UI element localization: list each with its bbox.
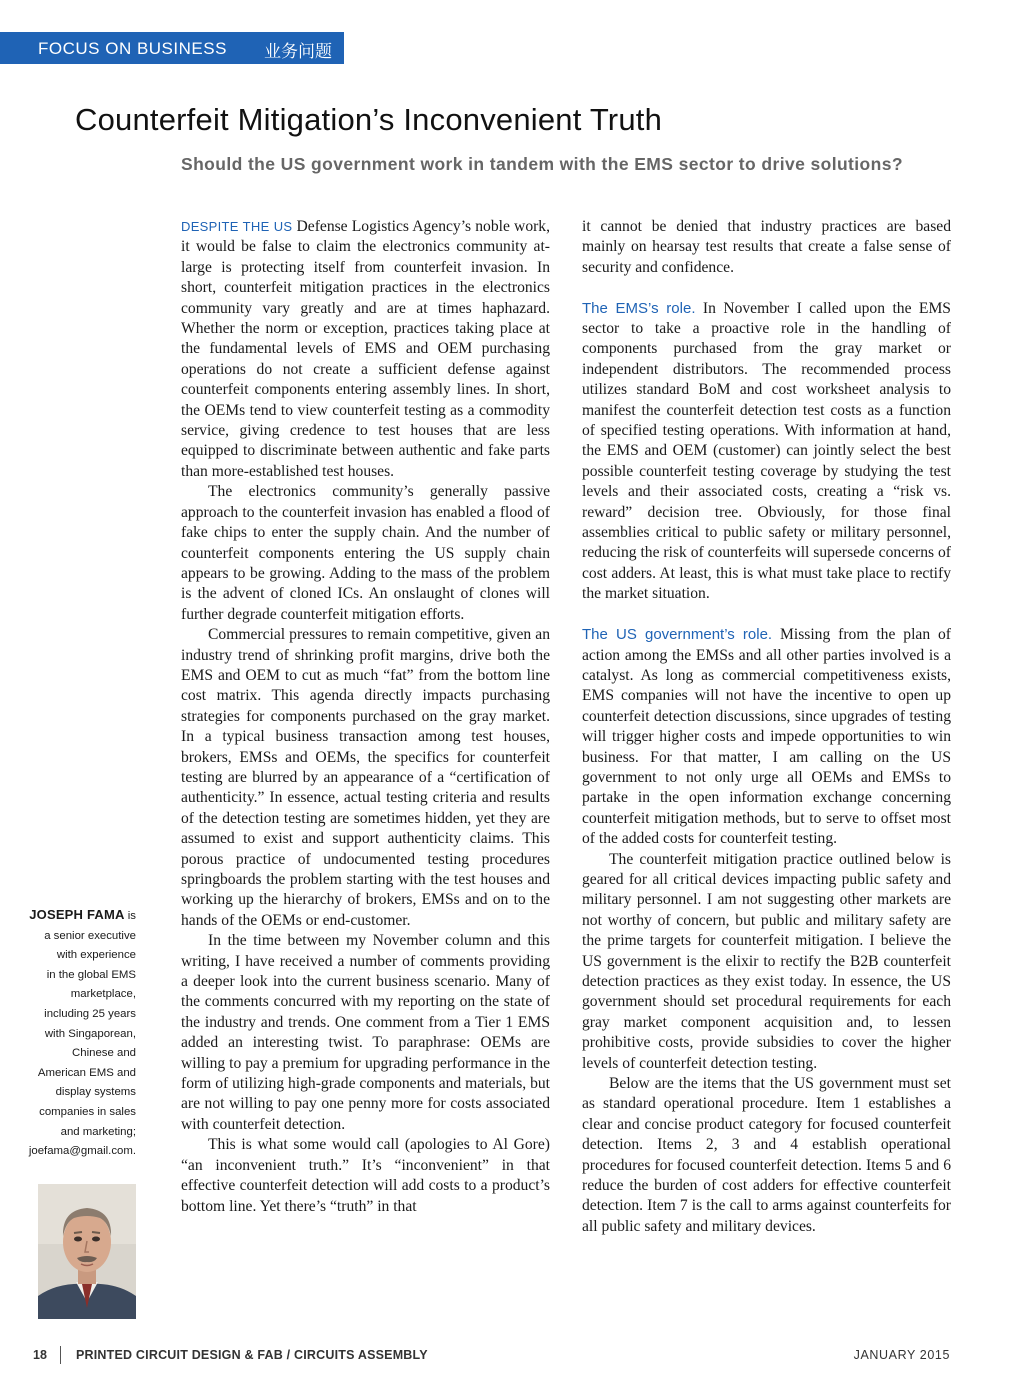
section-label: FOCUS ON BUSINESS <box>38 39 227 58</box>
author-email: joefama@gmail.com. <box>28 1145 136 1158</box>
paragraph: it cannot be denied that industry practices are based mainly on hearsay test results that create a false sense of security and confidence. <box>582 218 951 276</box>
section-run-in-head: The US government’s role. <box>582 626 773 644</box>
author-portrait-icon <box>38 1184 136 1319</box>
paragraph: In the time between my November column and this writing, I have received a number of comments providing a deeper look into the current business scenario. Many of the comments concurred with my reporting on the state of the industry and trends. One comment from a Tier 1 EMS added an interesting twist. To paraphrase: OEMs are willing to pay a premium for upgrading performance in the form of utilizing high-grade components and materials, but are not willing to pay one penny more for costs associated with counterfeit detection. <box>181 932 550 1133</box>
bio-text: Chinese and <box>72 1047 136 1060</box>
paragraph <box>181 217 550 482</box>
bio-text: American EMS and <box>37 1066 136 1079</box>
author-bio <box>18 905 136 1162</box>
lead-in: DESPITE THE US <box>181 219 293 234</box>
issue-date: JANUARY 2015 <box>853 1348 950 1362</box>
article-column-left <box>181 217 550 1217</box>
paragraph: Commercial pressures to remain competitive, given an industry trend of shrinking profit margins, drive both the EMS and OEM to cut as much “fat” from the bottom line cost matrix. This agenda directly impacts purchasing strategies for components purchased on the gray market. In a typical business transaction among test houses, brokers, EMSs and OEMs, the specifics for counterfeit testing are blurred by an appearance of a “certification of authenticity.” In essence, actual testing criteria and results of the detection testing are sometimes hidden, yet they are assumed to exist and support authenticity claims. This porous practice of undocumented testing procedures springboards the problem starting with the test houses and working up the hierarchy of brokers, EMSs and on to the hands of the OEMs or end-customer. <box>181 626 550 929</box>
paragraph <box>582 299 951 605</box>
article-column-right <box>582 217 951 1237</box>
bio-text: companies in sales <box>39 1105 136 1118</box>
bio-text: including 25 years <box>44 1007 136 1020</box>
paragraph: Below are the items that the US government must set as standard operational procedure. Item 1 establishes a clear and concise product category for focused counterfeit detection. Items 2, 3 and 4 establish operational procedures for focused counterfeit detection. Items 5 and 6 reduce the burden of cost adders for effective counterfeit detection. Item 7 is the call to arms against counterfeits for all public safety and military devices. <box>582 1075 951 1235</box>
page-number: 18 <box>33 1348 47 1362</box>
author-photo <box>38 1184 136 1319</box>
bio-text: marketplace, <box>70 988 136 1001</box>
article-title: Counterfeit Mitigation’s Inconvenient Truth <box>75 102 663 137</box>
section-banner <box>0 32 344 64</box>
section-label-chinese: 业务问题 <box>264 42 332 62</box>
paragraph-text: Defense Logistics Agency’s noble work, it would be false to claim the electronics community at-large is protecting itself from counterfeit invasion. In short, counterfeit mitigation practices in the electronics community vary greatly and are at times haphazard. Whether the norm or exception, practices taking place at the fundamental levels of EMS and OEM purchasing operations do not create a sufficient defense against counterfeit components entering assembly lines. In short, the OEMs tend to view counterfeit testing as a commodity service, giving credence to test houses that are less equipped to discriminate between authentic and fake parts than more-established test houses. <box>181 218 550 480</box>
bio-text: a senior executive <box>44 929 136 942</box>
publication-name: PRINTED CIRCUIT DESIGN & FAB / CIRCUITS ASSEMBLY <box>76 1348 428 1362</box>
bio-text: display systems <box>55 1086 136 1099</box>
bio-text: in the global EMS <box>46 968 136 981</box>
article-subtitle: Should the US government work in tandem with the EMS sector to drive solutions? <box>181 154 903 174</box>
bio-text: and marketing; <box>60 1125 136 1138</box>
paragraph <box>582 625 951 849</box>
page-footer <box>0 1346 1024 1366</box>
footer-divider <box>60 1346 61 1364</box>
author-name: JOSEPH FAMA <box>29 907 125 922</box>
paragraph: This is what some would call (apologies to Al Gore) “an inconvenient truth.” It’s “inconvenient” in that effective counterfeit detection will add costs to a product’s bottom line. Yet there’s “truth” in that <box>181 1136 550 1215</box>
paragraph: The counterfeit mitigation practice outlined below is geared for all critical devices impacting public safety and military personnel. I am not suggesting other markets are not worthy of concern, but public and military safety are the prime targets for counterfeit mitigation. I believe the US government is the elixir to rectify the B2B counterfeit detection practices as they exist today. In essence, the US government should set procedural requirements for each gray market component acquisition and, to lessen prohibitive costs, provide subsidies to cover the higher levels of counterfeit detection testing. <box>582 850 951 1072</box>
bio-text: is <box>124 910 136 922</box>
bio-text: with Singaporean, <box>44 1027 136 1040</box>
paragraph-text: Missing from the plan of action among the EMSs and all other parties involved is a catalyst. As long as commercial competitiveness exists, EMS companies will not have the incentive to open up counterfeit detection discussions, since upgrades of testing will trigger higher costs and impede opportunities to win business. For that matter, I am calling on the US government to not only urge all OEMs and EMSs to partake in the open information exchange concerning counterfeit mitigation methods, but to serve to offset most of the added costs for counterfeit testing. <box>582 626 952 848</box>
bio-text: with experience <box>56 949 136 962</box>
paragraph-text: In November I called upon the EMS sector to take a proactive role in the handling of components purchased from the gray market or independent distributors. The recommended process utilizes standard BoM and cost worksheet analysis to manifest the counterfeit detection test costs as a function of specified testing operations. With information at hand, the EMS and OEM (customer) can jointly select the best possible counterfeit testing coverage by studying the test levels and their associated costs, creating a “risk vs. reward” decision tree. Obviously, for those final assemblies critical to public safety or military personnel, reducing the risk of counterfeits will supersede concerns of cost adders. At least, this is what must take place to rectify the market situation. <box>582 299 951 603</box>
section-run-in-head: The EMS’s role. <box>582 299 696 317</box>
paragraph: The electronics community’s generally passive approach to the counterfeit invasion has enabled a flood of fake chips to enter the supply chain. And the number of counterfeit components entering the US supply chain appears to be growing. Adding to the mass of the problem is the advent of cloned ICs. An onslaught of clones will further degrade counterfeit mitigation efforts. <box>181 483 550 623</box>
